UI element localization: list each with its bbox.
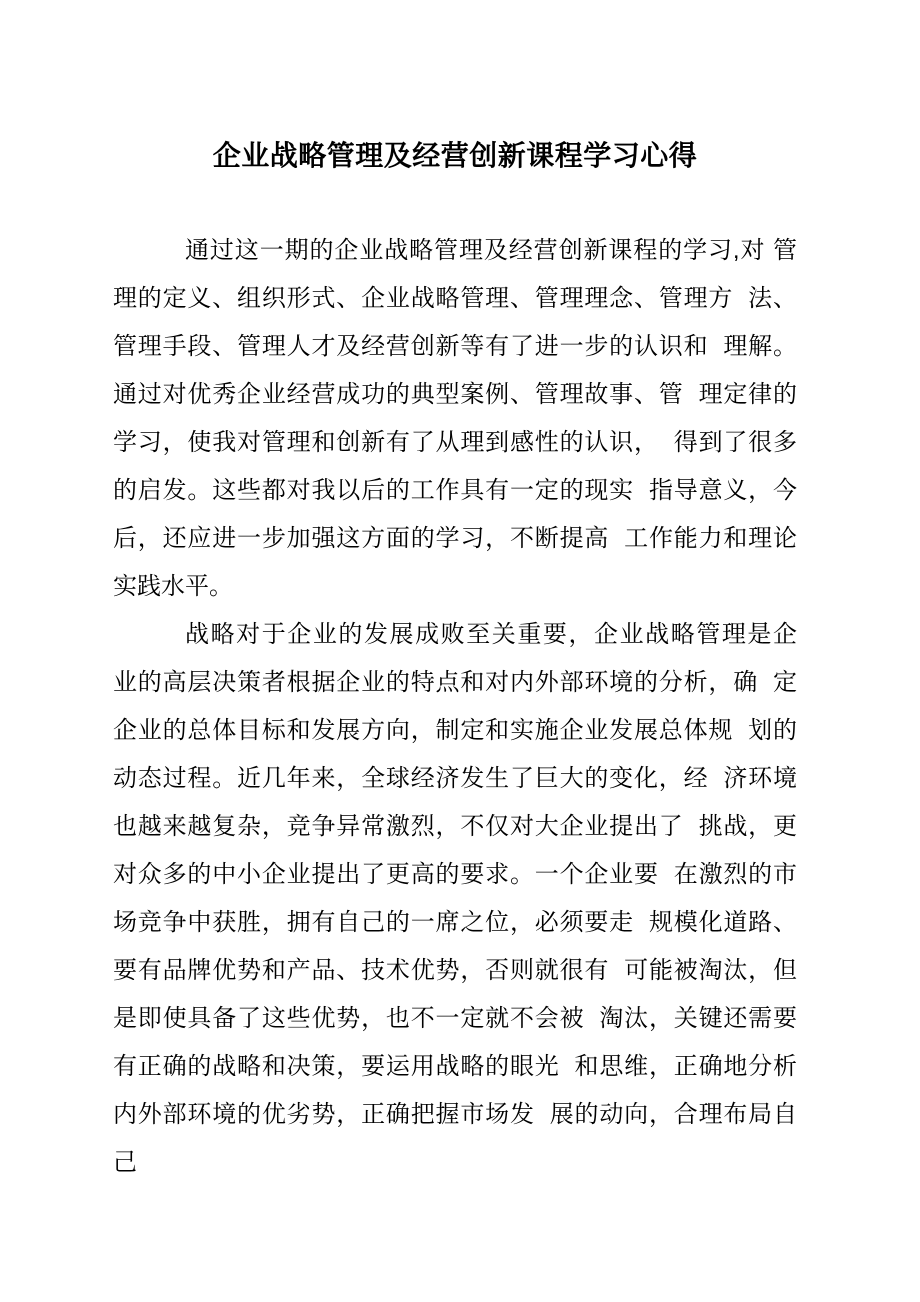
paragraph-1: 通过这一期的企业战略管理及经营创新课程的学习,对 管理的定义、组织形式、企业战略管理、管理理念、管理方 法、管理手段、管理人才及经营创新等有了进一步的认识和 理解。通过对优秀企业经营成功的典型案例、管理故事、管 理定律的学习，使我对管理和创新有了从理到感性的认识， 得到了很多的启发。这些都对我以后的工作具有一定的现实 指导意义，今后，还应进一步加强这方面的学习，不断提高 工作能力和理论实践水平。 — [113, 237, 797, 600]
paragraph-2: 战略对于企业的发展成败至关重要，企业战略管理是企 业的高层决策者根据企业的特点和对内外部环境的分析，确 定企业的总体目标和发展方向，制定和实施企业发展总体规 划的动态过程。近几年来，全球经济发生了巨大的变化，经 济环境也越来越复杂，竞争异常激烈，不仅对大企业提出了 挑战，更对众多的中小企业提出了更高的要求。一个企业要 在激烈的市场竞争中获胜，拥有自己的一席之位，必须要走 规模化道路、要有品牌优势和产品、技术优势，否则就很有 可能被淘汰，但是即使具备了这些优势，也不一定就不会被 淘汰，关键还需要有正确的战略和决策，要运用战略的眼光 和思维，正确地分析内外部环境的优劣势，正确把握市场发 展的动向，合理布局自己 — [113, 621, 811, 1176]
page-title: 企业战略管理及经营创新课程学习心得 — [212, 140, 698, 171]
document-body — [113, 0, 811, 1187]
